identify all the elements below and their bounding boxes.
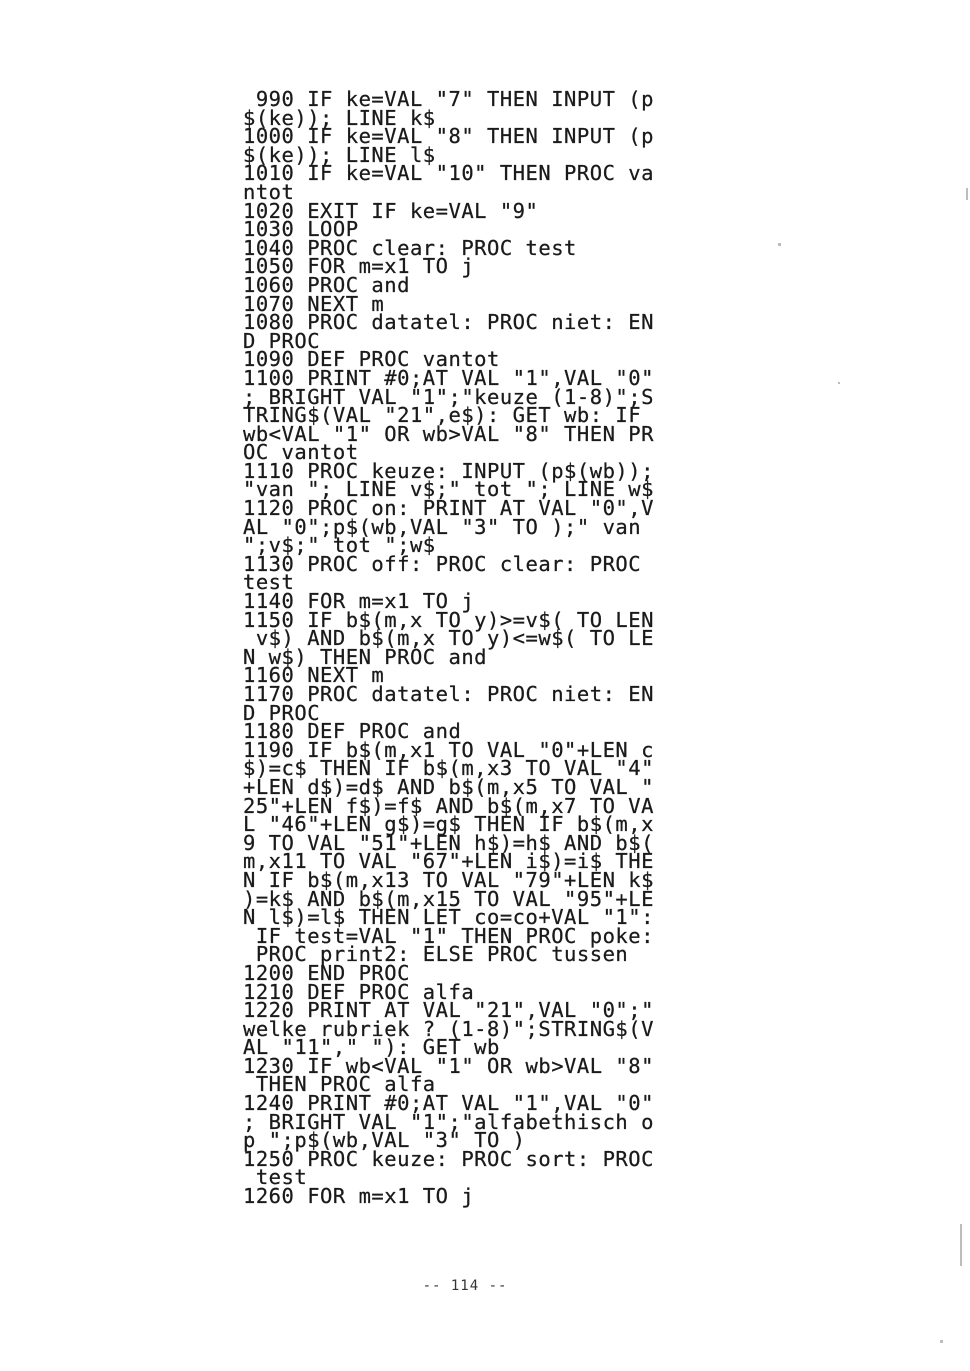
code-line: 1180 DEF PROC and xyxy=(243,719,462,744)
code-line: 990 IF ke=VAL "7" THEN INPUT (p xyxy=(243,87,654,111)
code-line: 1220 PRINT AT VAL "21",VAL "0";" xyxy=(243,998,654,1023)
code-line: 25"+LEN f$)=f$ AND b$(m,x7 TO VA xyxy=(243,793,654,818)
code-line: 9 TO VAL "51"+LEN h$)=h$ AND b$( xyxy=(243,830,654,855)
code-line: test xyxy=(243,570,295,595)
scan-mark xyxy=(966,188,968,200)
code-line: $(ke)); LINE l$ xyxy=(243,142,436,167)
code-line: 1090 DEF PROC vantot xyxy=(243,347,500,372)
code-line: THEN PROC alfa xyxy=(243,1072,436,1097)
scan-mark xyxy=(940,1340,943,1343)
code-line: 1230 IF wb<VAL "1" OR wb>VAL "8" xyxy=(243,1053,654,1078)
code-line: IF test=VAL "1" THEN PROC poke: xyxy=(243,923,654,948)
page-number: -- 114 -- xyxy=(422,1278,508,1294)
code-line: 1160 NEXT m xyxy=(243,663,385,688)
code-line: 1030 LOOP xyxy=(243,217,359,242)
code-line: L "46"+LEN g$)=g$ THEN IF b$(m,x xyxy=(243,812,654,837)
code-line: AL "0";p$(wb,VAL "3" TO );" van xyxy=(243,514,642,539)
code-line: 1080 PROC datatel: PROC niet: EN xyxy=(243,310,654,335)
code-line: 1250 PROC keuze: PROC sort: PROC xyxy=(243,1146,654,1171)
code-line: 1190 IF b$(m,x1 TO VAL "0"+LEN c xyxy=(243,737,654,762)
code-line: "van "; LINE v$;" tot "; LINE w$ xyxy=(243,477,654,502)
program-listing xyxy=(243,87,753,1209)
code-line: $(ke)); LINE k$ xyxy=(243,105,436,130)
code-line: ";v$;" tot ";w$ xyxy=(243,533,436,558)
code-line: ntot xyxy=(243,179,295,204)
code-line: 1050 FOR m=x1 TO j xyxy=(243,254,475,279)
code-line: N w$) THEN PROC and xyxy=(243,644,487,669)
code-line: test xyxy=(243,1165,308,1190)
code-line: p ";p$(wb,VAL "3" TO ) xyxy=(243,1128,526,1153)
code-line: 1170 PROC datatel: PROC niet: EN xyxy=(243,682,654,706)
code-line: 1100 PRINT #0;AT VAL "1",VAL "0" xyxy=(243,365,654,390)
code-line: 1200 END PROC xyxy=(243,960,410,985)
code-line: 1260 FOR m=x1 TO j xyxy=(243,1184,475,1209)
code-line: AL "11"," "): GET wb xyxy=(243,1035,500,1060)
code-line: 1010 IF ke=VAL "10" THEN PROC va xyxy=(243,161,654,186)
code-line: PROC print2: ELSE PROC tussen xyxy=(243,942,629,967)
scan-mark xyxy=(838,382,840,384)
code-line: D PROC xyxy=(243,328,321,353)
code-line: 1110 PROC keuze: INPUT (p$(wb)); xyxy=(243,458,654,483)
code-line: 1120 PROC on: PRINT AT VAL "0",V xyxy=(243,496,654,521)
code-line: 1020 EXIT IF ke=VAL "9" xyxy=(243,198,539,223)
code-line: )=k$ AND b$(m,x15 TO VAL "95"+LE xyxy=(243,886,654,911)
code-line: v$) AND b$(m,x TO y)<=w$( TO LE xyxy=(243,626,654,651)
code-line: welke rubriek ? (1-8)";STRING$(V xyxy=(243,1016,654,1041)
code-line: 1210 DEF PROC alfa xyxy=(243,979,475,1004)
code-line: +LEN d$)=d$ AND b$(m,x5 TO VAL " xyxy=(243,774,654,799)
code-line: 1240 PRINT #0;AT VAL "1",VAL "0" xyxy=(243,1091,654,1116)
code-line: ; BRIGHT VAL "1";"keuze (1-8)";S xyxy=(243,384,654,409)
code-line: 1130 PROC off: PROC clear: PROC xyxy=(243,551,642,576)
code-line: m,x11 TO VAL "67"+LEN i$)=i$ THE xyxy=(243,849,654,874)
code-line: 1150 IF b$(m,x TO y)>=v$( TO LEN xyxy=(243,607,654,632)
code-line: 1070 NEXT m xyxy=(243,291,385,316)
code-line: wb<VAL "1" OR wb>VAL "8" THEN PR xyxy=(243,421,654,446)
code-line: 1140 FOR m=x1 TO j xyxy=(243,589,475,614)
code-line: N l$)=l$ THEN LET co=co+VAL "1": xyxy=(243,905,654,930)
code-line: 1000 IF ke=VAL "8" THEN INPUT (p xyxy=(243,124,654,149)
code-line: D PROC xyxy=(243,700,321,725)
code-line: ; BRIGHT VAL "1";"alfabethisch o xyxy=(243,1109,654,1134)
code-line: TRING$(VAL "21",e$): GET wb: IF xyxy=(243,403,642,428)
scan-mark xyxy=(778,243,781,246)
scan-mark xyxy=(960,1224,962,1266)
code-line: N IF b$(m,x13 TO VAL "79"+LEN k$ xyxy=(243,867,654,892)
code-line: OC vantot xyxy=(243,440,359,465)
code-line: $)=c$ THEN IF b$(m,x3 TO VAL "4" xyxy=(243,756,654,781)
code-line: 1040 PROC clear: PROC test xyxy=(243,235,577,260)
code-line: 1060 PROC and xyxy=(243,272,410,297)
